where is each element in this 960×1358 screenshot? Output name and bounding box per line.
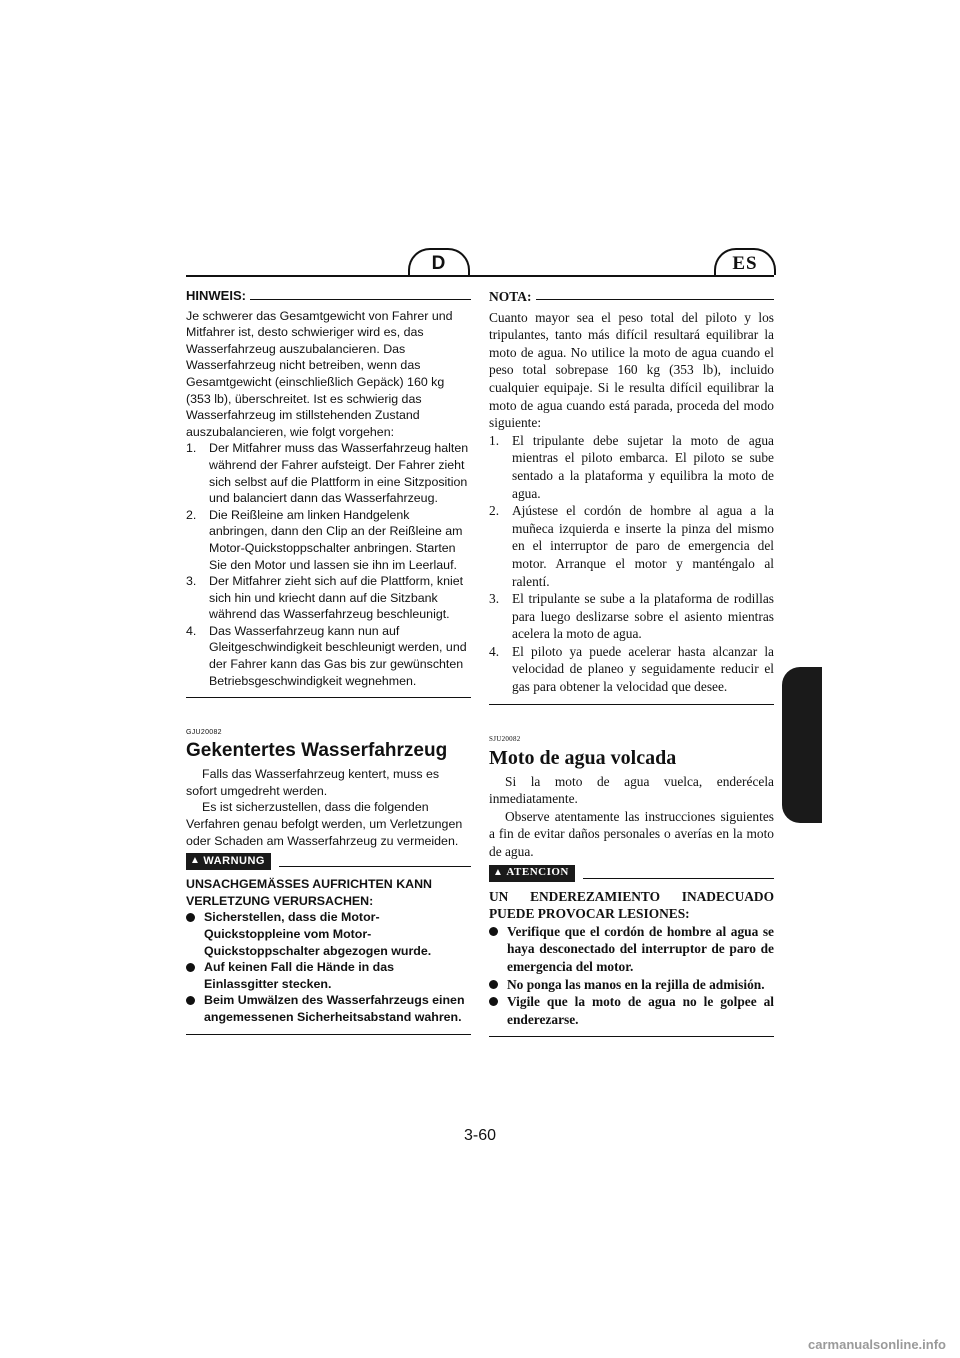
warning-body [186, 876, 471, 1025]
paragraph: Si la moto de agua vuelca, enderécela inmediatamente. [489, 773, 774, 807]
list-item [489, 502, 774, 590]
site-watermark: carmanualsonline.info [808, 1337, 946, 1352]
list-item [186, 507, 471, 573]
paragraph: Falls das Wasserfahrzeug kentert, muss es sofort umgedreht werden. [186, 767, 440, 798]
step-number: 2. [489, 503, 500, 519]
bullet-text: Auf keinen Fall die Hände in das Einlassgitter stecken. [204, 960, 395, 991]
chapter-thumb-tab [782, 667, 822, 823]
note-end-rule [489, 704, 774, 705]
note-label: NOTA: [489, 289, 532, 304]
warning-head: UN ENDEREZAMIENTO INADECUADO PUEDE PROVOCAR LESIONES: [489, 888, 774, 922]
bullet-text: Sicherstellen, dass die Motor-Quickstoppleine vom Motor-Quickstoppschalter abgezogen wurde. [204, 910, 432, 958]
step-number: 3. [186, 574, 197, 589]
list-item [186, 623, 471, 689]
warning-badge [186, 853, 271, 870]
warning-head: UNSACHGEMÄSSES AUFRICHTEN KANN VERLETZUNG VERURSACHEN: [186, 877, 432, 908]
section-code: GJU20082 [186, 729, 222, 737]
list-item [186, 440, 471, 506]
step-number: 3. [489, 591, 500, 607]
note-rule [536, 299, 775, 300]
list-item [186, 909, 471, 959]
warning-bullets [186, 909, 471, 1025]
language-tab-spanish: ES [714, 248, 776, 275]
step-text: Das Wasserfahrzeug kann nun auf Gleitgeschwindigkeit beschleunigt werden, und der Fahrer kann das Gas bis zur gewünschten Betriebsgeschwindigkeit wegnehmen. [209, 623, 467, 688]
bullet-icon [186, 996, 195, 1005]
warning-badge [489, 865, 575, 882]
warning-rule [279, 866, 471, 867]
step-text: Der Mitfahrer muss das Wasserfahrzeug halten während der Fahrer aufsteigt. Der Fahrer zieht sich selbst auf die Plattform in eine Sitzposition und balanciert dann das Wasserfahrzeug. [209, 441, 469, 506]
warning-rule [583, 878, 774, 879]
section-title: Moto de agua volcada [489, 746, 677, 769]
header-rule [186, 275, 774, 277]
step-number: 4. [186, 623, 197, 638]
bullet-icon [489, 980, 498, 989]
step-text: Der Mitfahrer zieht sich auf die Plattform, kniet sich hin und kriecht dann auf die Sitzbank während das Wasserfahrzeug beschleunigt. [209, 574, 464, 622]
steps-list [186, 440, 471, 689]
list-item [489, 923, 774, 976]
list-item [489, 590, 774, 643]
list-item [489, 643, 774, 696]
bullet-icon [186, 913, 195, 922]
language-tab-german: D [408, 248, 470, 275]
note-intro: Cuanto mayor sea el peso total del piloto y los tripulantes, tanto más difícil resultará equilibrar la moto de agua. No utilice la moto de agua cuando el peso total sobrepase 160 kg (353 lb), incluido cualquier equipaje. Si le resulta difícil equilibrar la moto de agua cuando está parada, proceda del modo siguiente: [489, 309, 774, 431]
list-item [186, 959, 471, 992]
step-text: El piloto ya puede acelerar hasta alcanzar la velocidad de planeo y seguidamente reducir el gas para obtener la velocidad que desee. [512, 643, 774, 695]
note-label: HINWEIS: [186, 288, 246, 303]
note-intro: Je schwerer das Gesamtgewicht von Fahrer und Mitfahrer ist, desto schwieriger wird es, das Wasserfahrzeug auszubalancieren. Das Wasserfahrzeug nicht betreiben, wenn das Gesamtgewicht (einschließlich Gepäck) 160 kg (353 lb), überschreitet. Ist es schwierig das Wasserfahrzeug im stillstehenden Zustand auszubalancieren, wie folgt vorgehen: [186, 308, 453, 439]
step-number: 1. [489, 432, 500, 448]
list-item [489, 993, 774, 1028]
note-heading [489, 288, 774, 306]
step-number: 2. [186, 507, 197, 522]
bullet-text: Vigile que la moto de agua no le golpee al enderezarse. [507, 994, 774, 1027]
note-rule [250, 299, 471, 300]
step-number: 1. [186, 441, 197, 456]
page-number: 3-60 [463, 1127, 497, 1144]
bullet-text: No ponga las manos en la rejilla de admisión. [507, 976, 765, 992]
warning-end-rule [186, 1034, 471, 1035]
step-text: Die Reißleine am linken Handgelenk anbringen, dann den Clip an der Reißleine am Motor-Quickstoppschalter anbringen. Starten Sie den Motor und lassen sie ihn im Leerlauf. [209, 507, 463, 572]
list-item [489, 976, 774, 994]
steps-list [489, 432, 774, 696]
bullet-text: Verifique que el cordón de hombre al agua se haya desconectado del interruptor de paro de emergencia del motor. [507, 923, 774, 974]
german-column [186, 288, 471, 1035]
list-item [186, 992, 471, 1025]
bullet-icon [186, 963, 195, 972]
list-item [186, 573, 471, 623]
step-number: 4. [489, 643, 500, 659]
step-text: Ajústese el cordón de hombre al agua a la muñeca izquierda e inserte la pinza del mismo en el interruptor de paro de emergencia del motor. Arranque el motor y manténgalo al ralentí. [512, 503, 774, 589]
warning-triangle-icon: ▲ [190, 855, 201, 867]
section-title: Gekentertes Wasserfahrzeug [186, 740, 448, 762]
section-code: SJU20082 [489, 734, 521, 743]
bullet-text: Beim Umwälzen des Wasserfahrzeugs einen angemessenen Sicherheitsabstand wahren. [204, 993, 465, 1024]
warning-heading [489, 865, 774, 882]
list-item [489, 432, 774, 502]
warning-label: ATENCION [506, 866, 569, 879]
step-text: El tripulante debe sujetar la moto de agua mientras el piloto embarca. El piloto se sube sentado a la plataforma y equilibra la moto de agua. [512, 432, 774, 501]
warning-heading [186, 853, 471, 870]
warning-triangle-icon: ▲ [493, 867, 504, 879]
note-end-rule [186, 697, 471, 698]
warning-body [489, 888, 774, 1029]
warning-label: WARNUNG [203, 855, 265, 868]
bullet-icon [489, 927, 498, 936]
spanish-column [489, 288, 774, 1037]
paragraph: Es ist sicherzustellen, dass die folgenden Verfahren genau befolgt werden, um Verletzungen oder Schaden am Wasserfahrzeug zu vermeiden. [186, 800, 463, 848]
bullet-icon [489, 997, 498, 1006]
note-heading [186, 288, 471, 305]
step-text: El tripulante se sube a la plataforma de rodillas para luego deslizarse sobre el asiento mientras acelera la moto de agua. [512, 591, 774, 642]
warning-end-rule [489, 1036, 774, 1037]
paragraph: Observe atentamente las instrucciones siguientes a fin de evitar daños personales o averías en la moto de agua. [489, 808, 774, 860]
warning-bullets [489, 923, 774, 1029]
